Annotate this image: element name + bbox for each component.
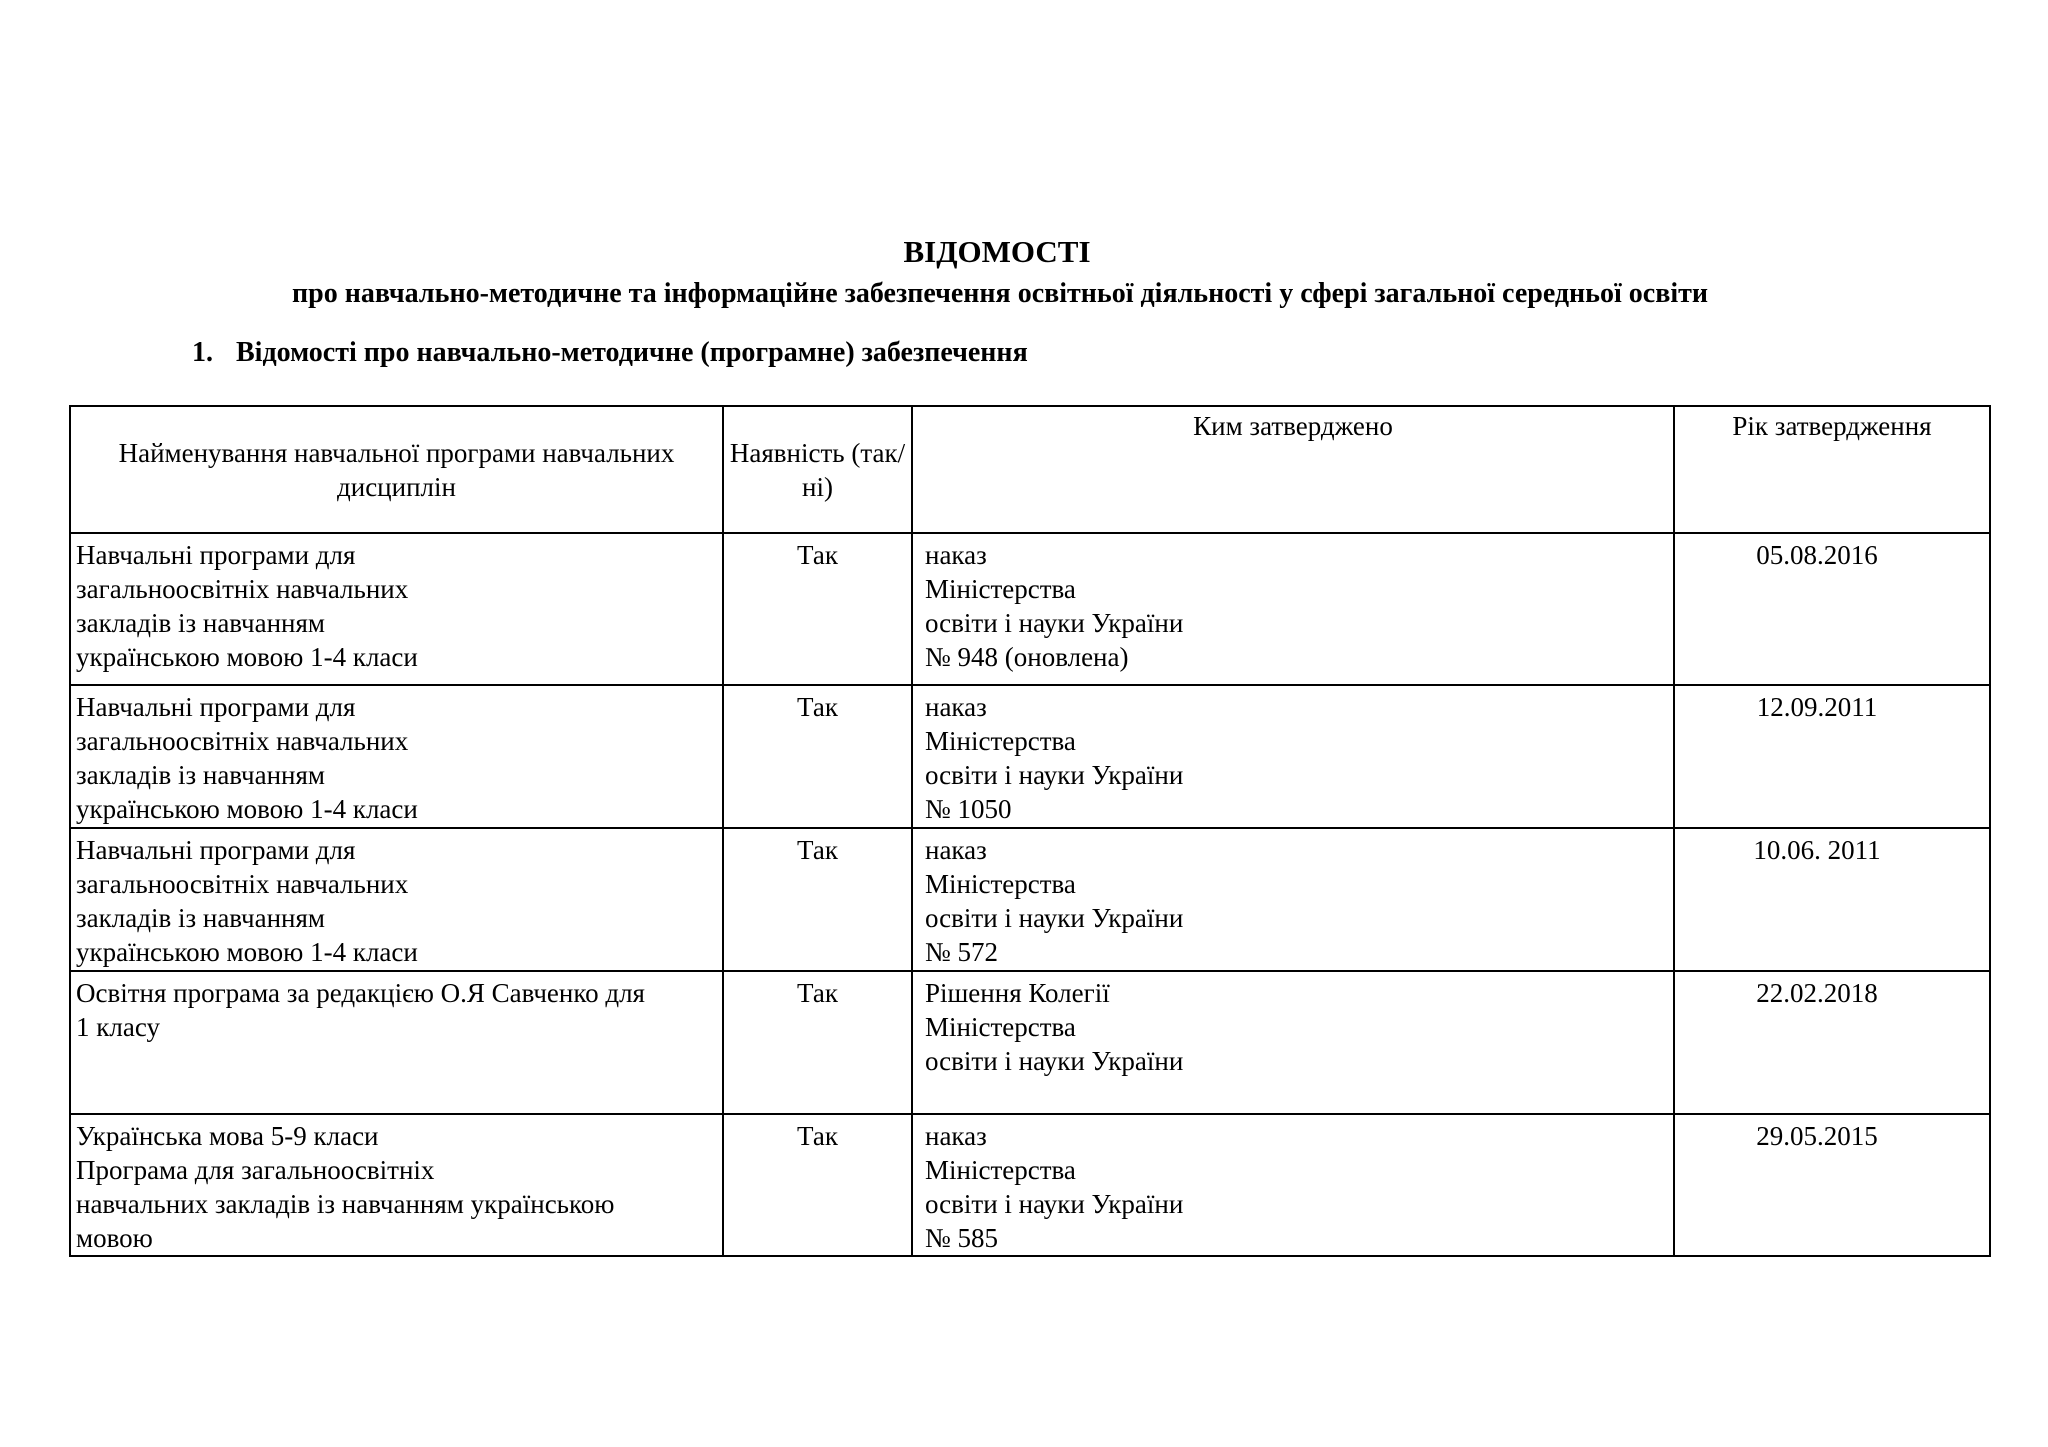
section-number: 1. [192, 337, 213, 368]
table-row [70, 685, 1990, 828]
cell-program-name: Українська мова 5-9 класи Програма для загальноосвітніх навчальних закладів із навчанням українською мовою [70, 1114, 723, 1256]
cell-approved-by: наказ Міністерства освіти і науки України № 572 [912, 828, 1674, 971]
document-subtitle: про навчально-методичне та інформаційне забезпечення освітньої діяльності у сфері загальної середньої освіти [292, 278, 1708, 309]
cell-availability: Так [723, 971, 912, 1114]
cell-year: 22.02.2018 [1674, 971, 1990, 1114]
cell-availability: Так [723, 828, 912, 971]
section-heading [192, 334, 1028, 372]
cell-availability: Так [723, 533, 912, 685]
cell-year: 12.09.2011 [1674, 685, 1990, 828]
header-availability: Наявність (так/ні) [723, 406, 912, 533]
table-row [70, 533, 1990, 685]
table-row [70, 971, 1990, 1114]
cell-approved-by: наказ Міністерства освіти і науки України № 585 [912, 1114, 1674, 1256]
table-row [70, 1114, 1990, 1256]
table-row [70, 828, 1990, 971]
header-approved-by: Ким затверджено [912, 406, 1674, 533]
cell-approved-by: наказ Міністерства освіти і науки України № 948 (оновлена) [912, 533, 1674, 685]
cell-program-name: Навчальні програми для загальноосвітніх навчальних закладів із навчанням українською мовою 1-4 класи [70, 685, 723, 828]
cell-availability: Так [723, 1114, 912, 1256]
document-title: ВІДОМОСТІ [903, 234, 1091, 269]
table-header-row [70, 406, 1990, 533]
cell-program-name: Навчальні програми для загальноосвітніх навчальних закладів із навчанням українською мовою 1-4 класи [70, 828, 723, 971]
cell-availability: Так [723, 685, 912, 828]
cell-year: 29.05.2015 [1674, 1114, 1990, 1256]
cell-approved-by: Рішення Колегії Міністерства освіти і науки України [912, 971, 1674, 1114]
section-title: Відомості про навчально-методичне (програмне) забезпечення [236, 337, 1028, 368]
cell-year: 05.08.2016 [1674, 533, 1990, 685]
cell-year: 10.06. 2011 [1674, 828, 1990, 971]
cell-program-name: Навчальні програми для загальноосвітніх навчальних закладів із навчанням українською мовою 1-4 класи [70, 533, 723, 685]
programs-table [69, 405, 1991, 1257]
cell-approved-by: наказ Міністерства освіти і науки України № 1050 [912, 685, 1674, 828]
header-program-name: Найменування навчальної програми навчальних дисциплін [70, 406, 723, 533]
header-year: Рік затвердження [1674, 406, 1990, 533]
cell-program-name: Освітня програма за редакцією О.Я Савченко для 1 класу [70, 971, 723, 1114]
